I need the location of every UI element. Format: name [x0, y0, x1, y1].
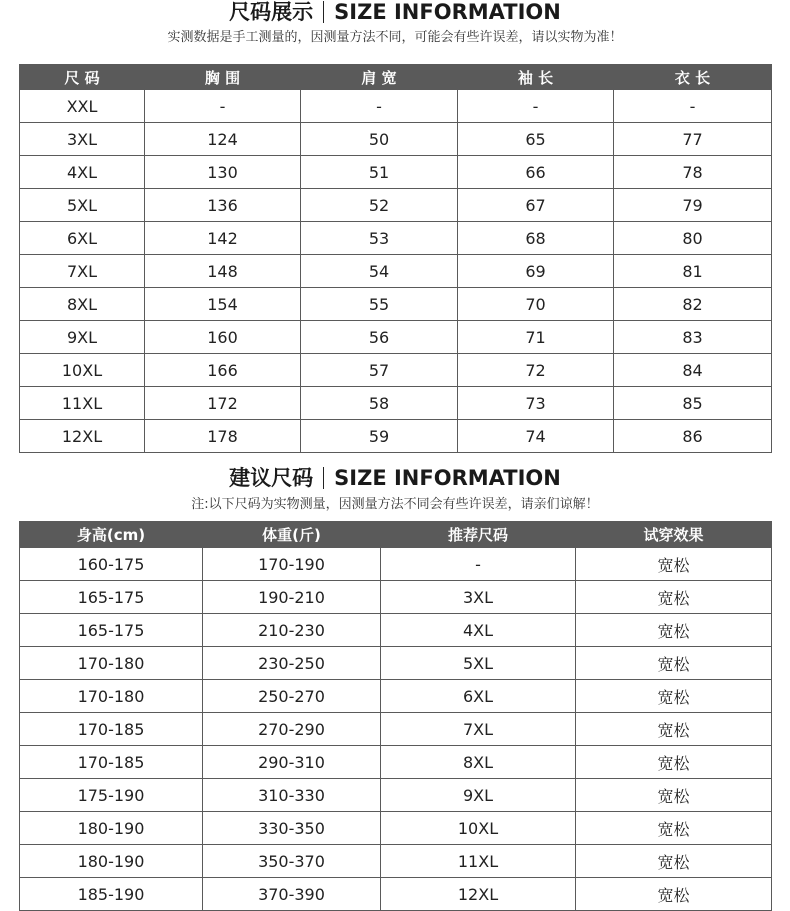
- table-cell: 7XL: [20, 255, 145, 288]
- table-row: [20, 90, 772, 123]
- table-cell: -: [145, 90, 301, 123]
- table-cell: 81: [614, 255, 772, 288]
- size-suggest-title-en: SIZE INFORMATION: [334, 466, 561, 490]
- size-display-note: 实测数据是手工测量的，因测量方法不同，可能会有些许误差，请以实物为准！: [167, 30, 623, 45]
- table-cell: XXL: [20, 90, 145, 123]
- table-cell: 7XL: [381, 713, 576, 746]
- table-cell: 53: [301, 222, 458, 255]
- table-cell: 136: [145, 189, 301, 222]
- table-cell: 180-190: [20, 845, 203, 878]
- table-cell: 165-175: [20, 581, 203, 614]
- table-cell: 185-190: [20, 878, 203, 911]
- table-row: [20, 189, 772, 222]
- table-cell: 宽松: [576, 878, 772, 911]
- table-cell: 71: [458, 321, 614, 354]
- table-cell: 124: [145, 123, 301, 156]
- table-cell: 210-230: [203, 614, 381, 647]
- size-display-title-en: SIZE INFORMATION: [334, 0, 561, 24]
- table-cell: 175-190: [20, 779, 203, 812]
- table-row: [20, 845, 772, 878]
- table-cell: 3XL: [381, 581, 576, 614]
- size-display-title: [0, 0, 790, 24]
- table-cell: -: [301, 90, 458, 123]
- size-suggest-body: [20, 548, 772, 911]
- table-cell: 56: [301, 321, 458, 354]
- size-suggest-header-row: [20, 522, 772, 548]
- table-cell: 6XL: [381, 680, 576, 713]
- table-row: [20, 614, 772, 647]
- column-header: 试穿效果: [576, 522, 772, 548]
- table-row: [20, 123, 772, 156]
- column-header: 推荐尺码: [381, 522, 576, 548]
- table-cell: 宽松: [576, 812, 772, 845]
- table-cell: 142: [145, 222, 301, 255]
- table-cell: 172: [145, 387, 301, 420]
- table-cell: 9XL: [20, 321, 145, 354]
- size-display-title-cn: 尺码展示: [229, 0, 314, 24]
- table-row: [20, 420, 772, 453]
- table-cell: 170-190: [203, 548, 381, 581]
- table-row: [20, 548, 772, 581]
- table-cell: 5XL: [20, 189, 145, 222]
- table-cell: 69: [458, 255, 614, 288]
- size-display-body: [20, 90, 772, 453]
- table-cell: 148: [145, 255, 301, 288]
- table-cell: 66: [458, 156, 614, 189]
- table-cell: 52: [301, 189, 458, 222]
- title-divider: [323, 1, 324, 23]
- table-row: [20, 680, 772, 713]
- table-cell: 11XL: [381, 845, 576, 878]
- table-row: [20, 779, 772, 812]
- table-cell: 77: [614, 123, 772, 156]
- table-cell: 12XL: [381, 878, 576, 911]
- column-header: 肩 宽: [301, 65, 458, 90]
- table-cell: 58: [301, 387, 458, 420]
- table-row: [20, 354, 772, 387]
- table-cell: 50: [301, 123, 458, 156]
- table-row: [20, 746, 772, 779]
- table-cell: 166: [145, 354, 301, 387]
- table-cell: 73: [458, 387, 614, 420]
- table-cell: 330-350: [203, 812, 381, 845]
- table-cell: 170-185: [20, 746, 203, 779]
- table-cell: 72: [458, 354, 614, 387]
- table-cell: -: [458, 90, 614, 123]
- size-suggest-title: [0, 466, 790, 490]
- table-cell: 160: [145, 321, 301, 354]
- table-row: [20, 255, 772, 288]
- table-cell: 5XL: [381, 647, 576, 680]
- table-cell: 78: [614, 156, 772, 189]
- table-cell: 51: [301, 156, 458, 189]
- table-row: [20, 387, 772, 420]
- column-header: 胸 围: [145, 65, 301, 90]
- table-cell: 68: [458, 222, 614, 255]
- column-header: 体重(斤): [203, 522, 381, 548]
- title-divider: [323, 467, 324, 489]
- table-cell: 290-310: [203, 746, 381, 779]
- table-row: [20, 812, 772, 845]
- table-cell: 10XL: [381, 812, 576, 845]
- table-cell: 10XL: [20, 354, 145, 387]
- table-cell: 154: [145, 288, 301, 321]
- table-cell: 宽松: [576, 779, 772, 812]
- table-row: [20, 581, 772, 614]
- table-cell: 86: [614, 420, 772, 453]
- column-header: 袖 长: [458, 65, 614, 90]
- table-cell: 83: [614, 321, 772, 354]
- table-cell: 宽松: [576, 713, 772, 746]
- table-cell: 165-175: [20, 614, 203, 647]
- table-cell: 6XL: [20, 222, 145, 255]
- size-suggest-note: 注:以下尺码为实物测量，因测量方法不同会有些许误差，请亲们谅解！: [191, 497, 599, 512]
- table-cell: 85: [614, 387, 772, 420]
- table-row: [20, 288, 772, 321]
- table-row: [20, 647, 772, 680]
- column-header: 尺 码: [20, 65, 145, 90]
- table-cell: 宽松: [576, 680, 772, 713]
- table-cell: -: [614, 90, 772, 123]
- table-cell: 65: [458, 123, 614, 156]
- table-cell: 170-180: [20, 647, 203, 680]
- table-cell: 74: [458, 420, 614, 453]
- table-row: [20, 222, 772, 255]
- table-cell: 8XL: [381, 746, 576, 779]
- table-cell: 80: [614, 222, 772, 255]
- table-cell: 11XL: [20, 387, 145, 420]
- table-row: [20, 878, 772, 911]
- size-display-header-row: [20, 65, 772, 90]
- table-cell: 130: [145, 156, 301, 189]
- table-cell: 3XL: [20, 123, 145, 156]
- table-cell: 350-370: [203, 845, 381, 878]
- table-row: [20, 156, 772, 189]
- table-cell: 180-190: [20, 812, 203, 845]
- table-cell: 270-290: [203, 713, 381, 746]
- table-cell: 84: [614, 354, 772, 387]
- table-cell: 57: [301, 354, 458, 387]
- table-cell: 79: [614, 189, 772, 222]
- size-suggest-title-cn: 建议尺码: [229, 466, 314, 490]
- table-cell: 190-210: [203, 581, 381, 614]
- table-cell: 82: [614, 288, 772, 321]
- size-suggest-table: [19, 521, 772, 911]
- table-cell: 宽松: [576, 647, 772, 680]
- table-row: [20, 713, 772, 746]
- table-cell: 9XL: [381, 779, 576, 812]
- table-cell: 59: [301, 420, 458, 453]
- table-cell: 54: [301, 255, 458, 288]
- table-cell: 310-330: [203, 779, 381, 812]
- table-cell: 178: [145, 420, 301, 453]
- table-cell: 宽松: [576, 614, 772, 647]
- table-cell: 67: [458, 189, 614, 222]
- table-cell: 12XL: [20, 420, 145, 453]
- table-cell: 170-180: [20, 680, 203, 713]
- table-cell: 4XL: [381, 614, 576, 647]
- table-cell: 宽松: [576, 746, 772, 779]
- table-row: [20, 321, 772, 354]
- table-cell: 370-390: [203, 878, 381, 911]
- table-cell: 170-185: [20, 713, 203, 746]
- table-cell: 160-175: [20, 548, 203, 581]
- table-cell: 230-250: [203, 647, 381, 680]
- table-cell: 55: [301, 288, 458, 321]
- table-cell: 70: [458, 288, 614, 321]
- table-cell: -: [381, 548, 576, 581]
- table-cell: 8XL: [20, 288, 145, 321]
- column-header: 衣 长: [614, 65, 772, 90]
- table-cell: 250-270: [203, 680, 381, 713]
- table-cell: 宽松: [576, 548, 772, 581]
- column-header: 身高(cm): [20, 522, 203, 548]
- table-cell: 宽松: [576, 581, 772, 614]
- table-cell: 宽松: [576, 845, 772, 878]
- size-display-table: [19, 64, 772, 453]
- table-cell: 4XL: [20, 156, 145, 189]
